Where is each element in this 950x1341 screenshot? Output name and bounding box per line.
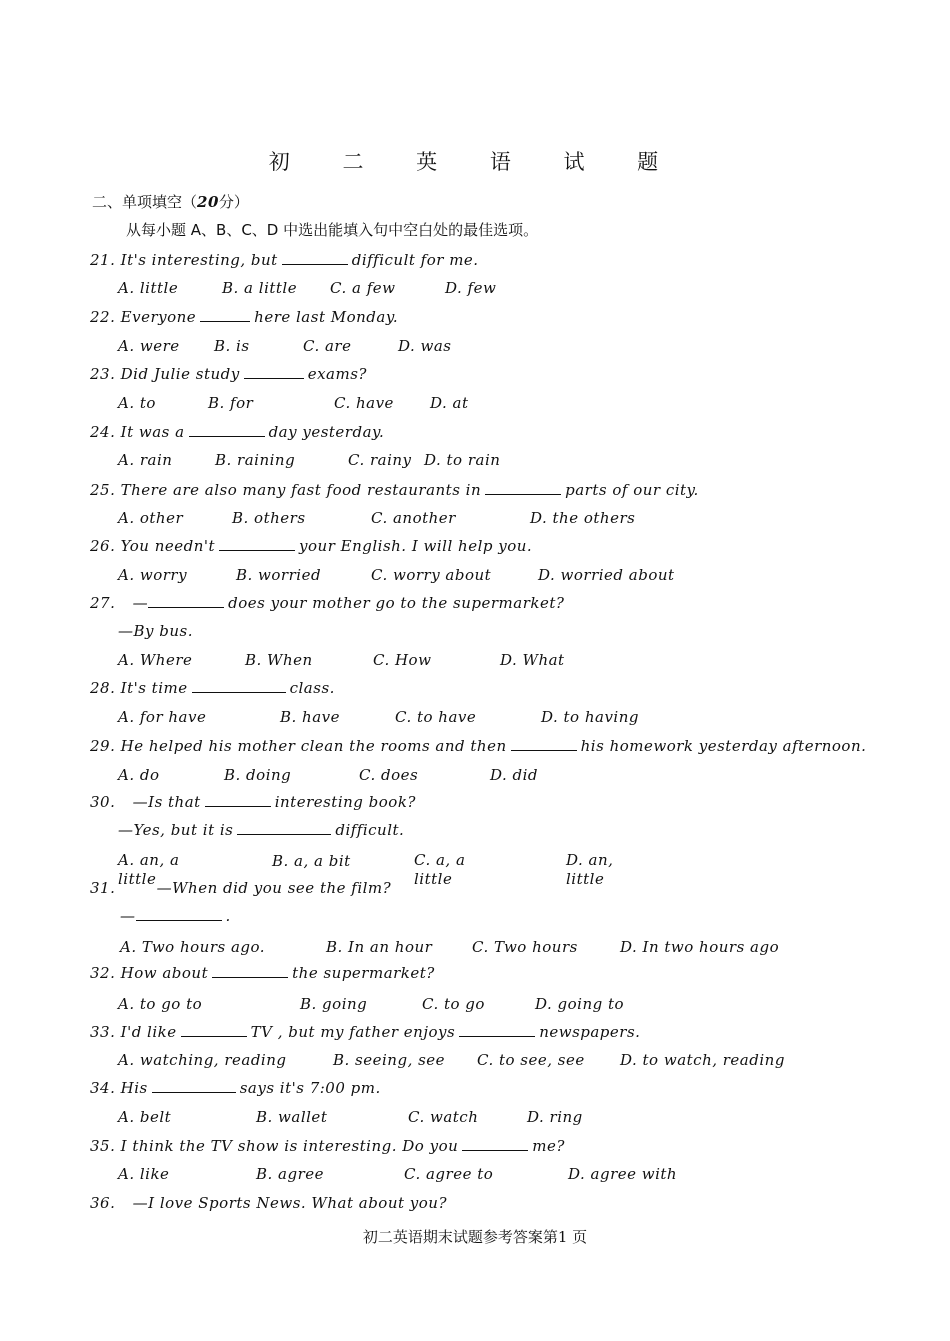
answer-blank — [219, 536, 295, 551]
question-28 — [90, 678, 335, 698]
question-number: 27. — [90, 594, 116, 612]
option-23-c: C. have — [334, 394, 394, 412]
option-35-d: D. agree with — [568, 1165, 678, 1183]
question-number: 28. — [90, 679, 116, 697]
section-points: 20 — [197, 193, 219, 211]
question-stem-end: says it's 7:00 pm. — [239, 1079, 381, 1097]
option-28-b: B. have — [280, 708, 341, 726]
question-stem: —When did you see the film? — [156, 879, 392, 897]
option-29-a: A. do — [118, 766, 160, 784]
option-32-a: A. to go to — [118, 995, 203, 1013]
question-number: 23. — [90, 365, 116, 383]
question-stem: Did Julie study — [120, 365, 240, 383]
answer-blank — [200, 307, 250, 322]
answer-blank — [462, 1136, 528, 1151]
question-stem: I think the TV show is interesting. Do you — [120, 1137, 459, 1155]
option-33-d: D. to watch, reading — [620, 1051, 785, 1069]
question-stem: He helped his mother clean the rooms and then — [120, 737, 507, 755]
option-29-c: C. does — [359, 766, 419, 784]
question-number: 35. — [90, 1137, 116, 1155]
option-23-d: D. at — [430, 394, 469, 412]
question-number: 22. — [90, 308, 116, 326]
option-25-c: C. another — [371, 509, 456, 527]
question-stem: I'd like — [120, 1023, 177, 1041]
question-30-line2 — [118, 820, 404, 840]
question-26 — [90, 536, 532, 556]
question-stem: His — [120, 1079, 148, 1097]
question-number: 32. — [90, 964, 116, 982]
option-34-c: C. watch — [408, 1108, 479, 1126]
question-30 — [90, 792, 416, 812]
option-25-d: D. the others — [530, 509, 636, 527]
option-23-b: B. for — [208, 394, 254, 412]
answer-blank — [205, 792, 271, 807]
option-31-d: D. In two hours ago — [620, 938, 780, 956]
option-23-a: A. to — [118, 394, 156, 412]
option-21-c: C. a few — [330, 279, 396, 297]
answer-line-31: — . — [120, 907, 231, 925]
question-24 — [90, 422, 384, 442]
page-title: 初 二 英 语 试 题 — [268, 150, 682, 174]
answer-blank — [212, 963, 288, 978]
question-21 — [90, 250, 479, 270]
question-number: 29. — [90, 737, 116, 755]
option-30-a: A. an, a little — [118, 851, 180, 888]
option-26-b: B. worried — [236, 566, 322, 584]
question-stem-end: class. — [289, 679, 335, 697]
question-stem-end: parts of our city. — [565, 481, 699, 499]
question-number: 31. — [90, 879, 116, 897]
question-34 — [90, 1078, 381, 1098]
answer-blank — [181, 1022, 247, 1037]
question-29 — [90, 736, 866, 756]
question-23 — [90, 364, 367, 384]
option-30-b: B. a, a bit — [272, 852, 351, 870]
option-22-a: A. were — [118, 337, 180, 355]
answer-blank — [459, 1022, 535, 1037]
question-number: 36. — [90, 1194, 116, 1212]
option-35-a: A. like — [118, 1165, 170, 1183]
option-35-c: C. agree to — [404, 1165, 494, 1183]
option-28-a: A. for have — [118, 708, 207, 726]
option-22-d: D. was — [398, 337, 452, 355]
question-stem-end: newspapers. — [539, 1023, 641, 1041]
question-stem-end: difficult for me. — [351, 251, 479, 269]
answer-blank — [192, 678, 286, 693]
question-stem-end: here last Monday. — [254, 308, 399, 326]
option-34-a: A. belt — [118, 1108, 172, 1126]
question-27 — [90, 593, 564, 613]
question-number: 24. — [90, 423, 116, 441]
question-stem-end: day yesterday. — [268, 423, 385, 441]
option-21-d: D. few — [445, 279, 497, 297]
question-number: 26. — [90, 537, 116, 555]
question-22 — [90, 307, 398, 327]
question-stem-end: difficult. — [335, 821, 405, 839]
question-stem-end: me? — [532, 1137, 565, 1155]
option-29-d: D. did — [490, 766, 539, 784]
option-34-b: B. wallet — [256, 1108, 328, 1126]
question-stem-end: exams? — [307, 365, 367, 383]
question-number: 21. — [90, 251, 116, 269]
question-stem: It's time — [120, 679, 188, 697]
option-22-b: B. is — [214, 337, 250, 355]
question-number: 34. — [90, 1079, 116, 1097]
option-31-a: A. Two hours ago. — [120, 938, 266, 956]
section-heading-pre: 二、单项填空（ — [92, 193, 198, 211]
question-stem: It's interesting, but — [120, 251, 278, 269]
section-heading-post: 分） — [218, 193, 249, 211]
question-stem: —Yes, but it is — [118, 821, 234, 839]
option-32-c: C. to go — [422, 995, 485, 1013]
question-stem-end: interesting book? — [274, 793, 416, 811]
option-24-c: C. rainy — [348, 451, 412, 469]
answer-blank — [244, 364, 304, 379]
question-stem: You needn't — [120, 537, 216, 555]
option-26-a: A. worry — [118, 566, 188, 584]
question-stem: —I love Sports News. What about you? — [132, 1194, 447, 1212]
question-stem-end: your English. I will help you. — [299, 537, 533, 555]
question-stem: — — [132, 594, 149, 612]
option-31-c: C. Two hours — [472, 938, 578, 956]
question-stem-end: does your mother go to the supermarket? — [228, 594, 565, 612]
question-25 — [90, 480, 699, 500]
question-stem: Everyone — [120, 308, 197, 326]
question-stem: It was a — [120, 423, 185, 441]
section-heading — [92, 192, 249, 212]
option-27-a: A. Where — [118, 651, 193, 669]
answer-blank — [136, 906, 222, 921]
option-33-b: B. seeing, see — [333, 1051, 446, 1069]
answer-dash: — — [120, 907, 136, 925]
question-32 — [90, 963, 435, 983]
question-stem: —Is that — [132, 793, 201, 811]
answer-blank — [189, 422, 265, 437]
option-30-c: C. a, a little — [414, 851, 466, 888]
option-24-d: D. to rain — [424, 451, 501, 469]
option-34-d: D. ring — [527, 1108, 583, 1126]
question-stem-end: his homework yesterday afternoon. — [580, 737, 867, 755]
option-29-b: B. doing — [224, 766, 292, 784]
question-33 — [90, 1022, 640, 1042]
question-number: 33. — [90, 1023, 116, 1041]
option-21-a: A. little — [118, 279, 179, 297]
option-30-d: D. an, little — [566, 851, 614, 888]
question-31 — [90, 878, 391, 898]
option-25-a: A. other — [118, 509, 184, 527]
option-33-c: C. to see, see — [477, 1051, 585, 1069]
answer-blank — [485, 480, 561, 495]
question-stem-mid: TV , but my father enjoys — [250, 1023, 456, 1041]
question-36 — [90, 1193, 447, 1213]
answer-blank — [282, 250, 348, 265]
question-stem: How about — [120, 964, 209, 982]
option-25-b: B. others — [232, 509, 306, 527]
question-number: 30. — [90, 793, 116, 811]
option-27-d: D. What — [500, 651, 565, 669]
option-33-a: A. watching, reading — [118, 1051, 287, 1069]
answer-line-27: —By bus. — [118, 622, 193, 640]
section-instruction: 从每小题 A、B、C、D 中选出能填入句中空白处的最佳选项。 — [126, 221, 539, 239]
option-31-b: B. In an hour — [326, 938, 433, 956]
option-32-d: D. going to — [535, 995, 625, 1013]
option-24-a: A. rain — [118, 451, 173, 469]
page-footer: 初二英语期末试题参考答案第1 页 — [362, 1228, 588, 1246]
option-27-c: C. How — [373, 651, 432, 669]
answer-blank — [148, 593, 224, 608]
option-35-b: B. agree — [256, 1165, 325, 1183]
option-28-c: C. to have — [395, 708, 477, 726]
option-27-b: B. When — [245, 651, 313, 669]
question-35 — [90, 1136, 565, 1156]
question-number: 25. — [90, 481, 116, 499]
option-24-b: B. raining — [215, 451, 296, 469]
answer-blank — [237, 820, 331, 835]
question-stem-end: the supermarket? — [292, 964, 435, 982]
option-32-b: B. going — [300, 995, 368, 1013]
answer-blank — [152, 1078, 236, 1093]
option-26-c: C. worry about — [371, 566, 492, 584]
option-28-d: D. to having — [541, 708, 639, 726]
option-21-b: B. a little — [222, 279, 298, 297]
question-stem: There are also many fast food restaurants in — [120, 481, 482, 499]
answer-blank — [511, 736, 577, 751]
option-26-d: D. worried about — [538, 566, 675, 584]
option-22-c: C. are — [303, 337, 352, 355]
